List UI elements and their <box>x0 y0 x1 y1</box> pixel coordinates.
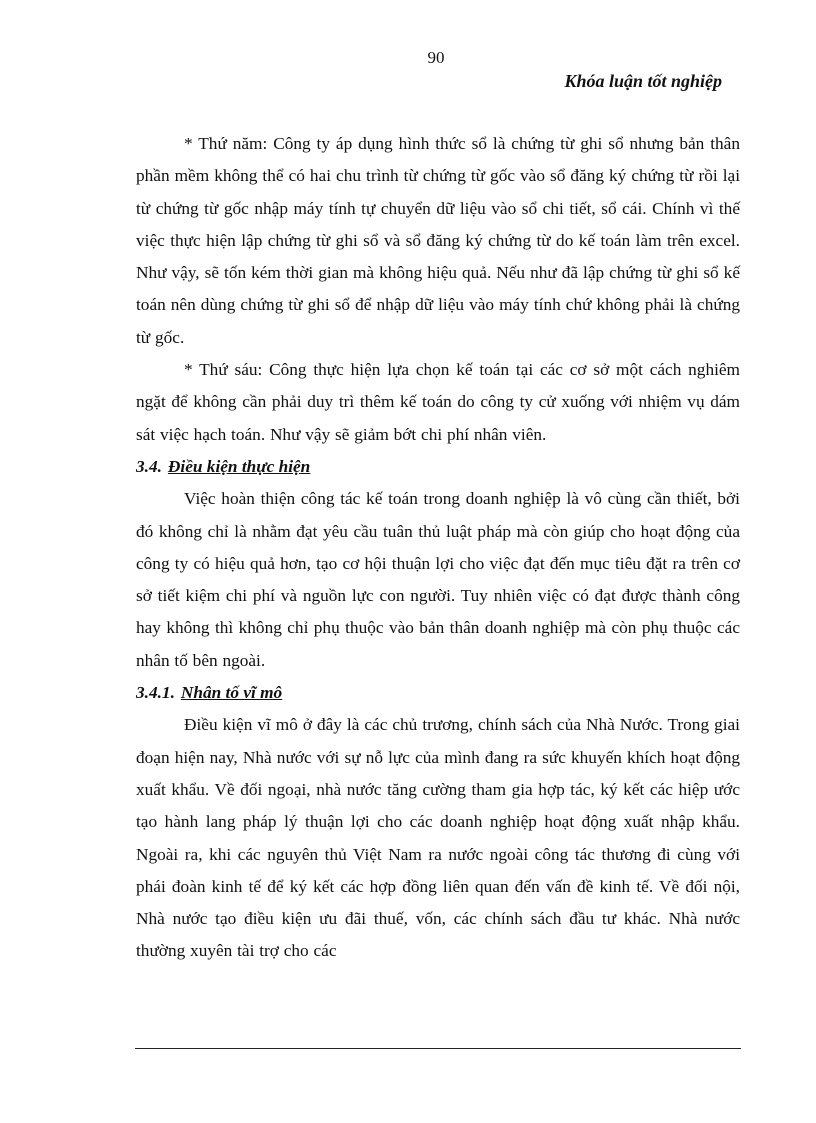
section-number: 3.4. <box>136 456 162 476</box>
running-header-title: Khóa luận tốt nghiệp <box>564 71 722 91</box>
footer-divider <box>135 1048 741 1049</box>
section-title: Điều kiện thực hiện <box>167 456 311 476</box>
section-heading-3-4 <box>136 451 740 483</box>
subsection-title: Nhân tố vĩ mô <box>180 683 283 703</box>
document-body <box>136 128 740 968</box>
paragraph-sixth-point: * Thứ sáu: Công thực hiện lựa chọn kế toán tại các cơ sở một cách nghiêm ngặt để không cần phải duy trì thêm kế toán do công ty cử xuống với nhiệm vụ dám sát việc hạch toán. Như vậy sẽ giảm bớt chi phí nhân viên. <box>136 360 740 444</box>
section-heading-3-4-1 <box>136 677 740 709</box>
paragraph-macro-factors: Điều kiện vĩ mô ở đây là các chủ trương, chính sách của Nhà Nước. Trong giai đoạn hiện nay, Nhà nước với sự nỗ lực của mình đang ra sức khuyến khích hoạt động xuất khẩu. Về đối ngoại, nhà nước tăng cường tham gia hợp tác, ký kết các hiệp ước tạo hành lang pháp lý thuận lợi cho các doanh nghiệp hoạt động xuất nhập khẩu. Ngoài ra, khi các nguyên thủ Việt Nam ra nước ngoài công tác thương đi cùng với phái đoàn kinh tế để ký kết các hợp đồng liên quan đến vấn đề kinh tế. Về đối nội, Nhà nước tạo điều kiện ưu đãi thuế, vốn, các chính sách đầu tư khác. Nhà nước thường xuyên tài trợ cho các <box>136 715 740 961</box>
page-number: 90 <box>427 48 445 67</box>
paragraph-implementation-conditions: Việc hoàn thiện công tác kế toán trong doanh nghiệp là vô cùng cần thiết, bởi đó không chỉ là nhằm đạt yêu cầu tuân thủ luật pháp mà còn giúp cho hoạt động của công ty có hiệu quả hơn, tạo cơ hội thuận lợi cho việc đạt đến mục tiêu đặt ra trên cơ sở tiết kiệm chi phí và nguồn lực con người. Tuy nhiên việc có đạt được thành công hay không thì không chỉ phụ thuộc vào bản thân doanh nghiệp mà còn phụ thuộc các nhân tố bên ngoài. <box>136 489 740 670</box>
paragraph-fifth-point: * Thứ năm: Công ty áp dụng hình thức sổ là chứng từ ghi sổ nhưng bản thân phần mềm không thể có hai chu trình từ chứng từ gốc vào sổ đăng ký chứng từ rồi lại từ chứng từ gốc nhập máy tính tự chuyển dữ liệu vào sổ chi tiết, sổ cái. Chính vì thế việc thực hiện lập chứng từ ghi sổ và sổ đăng ký chứng từ do kế toán làm trên excel. Như vậy, sẽ tốn kém thời gian mà không hiệu quả. Nếu như đã lập chứng từ ghi sổ kế toán nên dùng chứng từ ghi sổ để nhập dữ liệu vào máy tính chứ không phải là chứng từ gốc. <box>136 134 740 347</box>
subsection-number: 3.4.1. <box>136 683 175 703</box>
